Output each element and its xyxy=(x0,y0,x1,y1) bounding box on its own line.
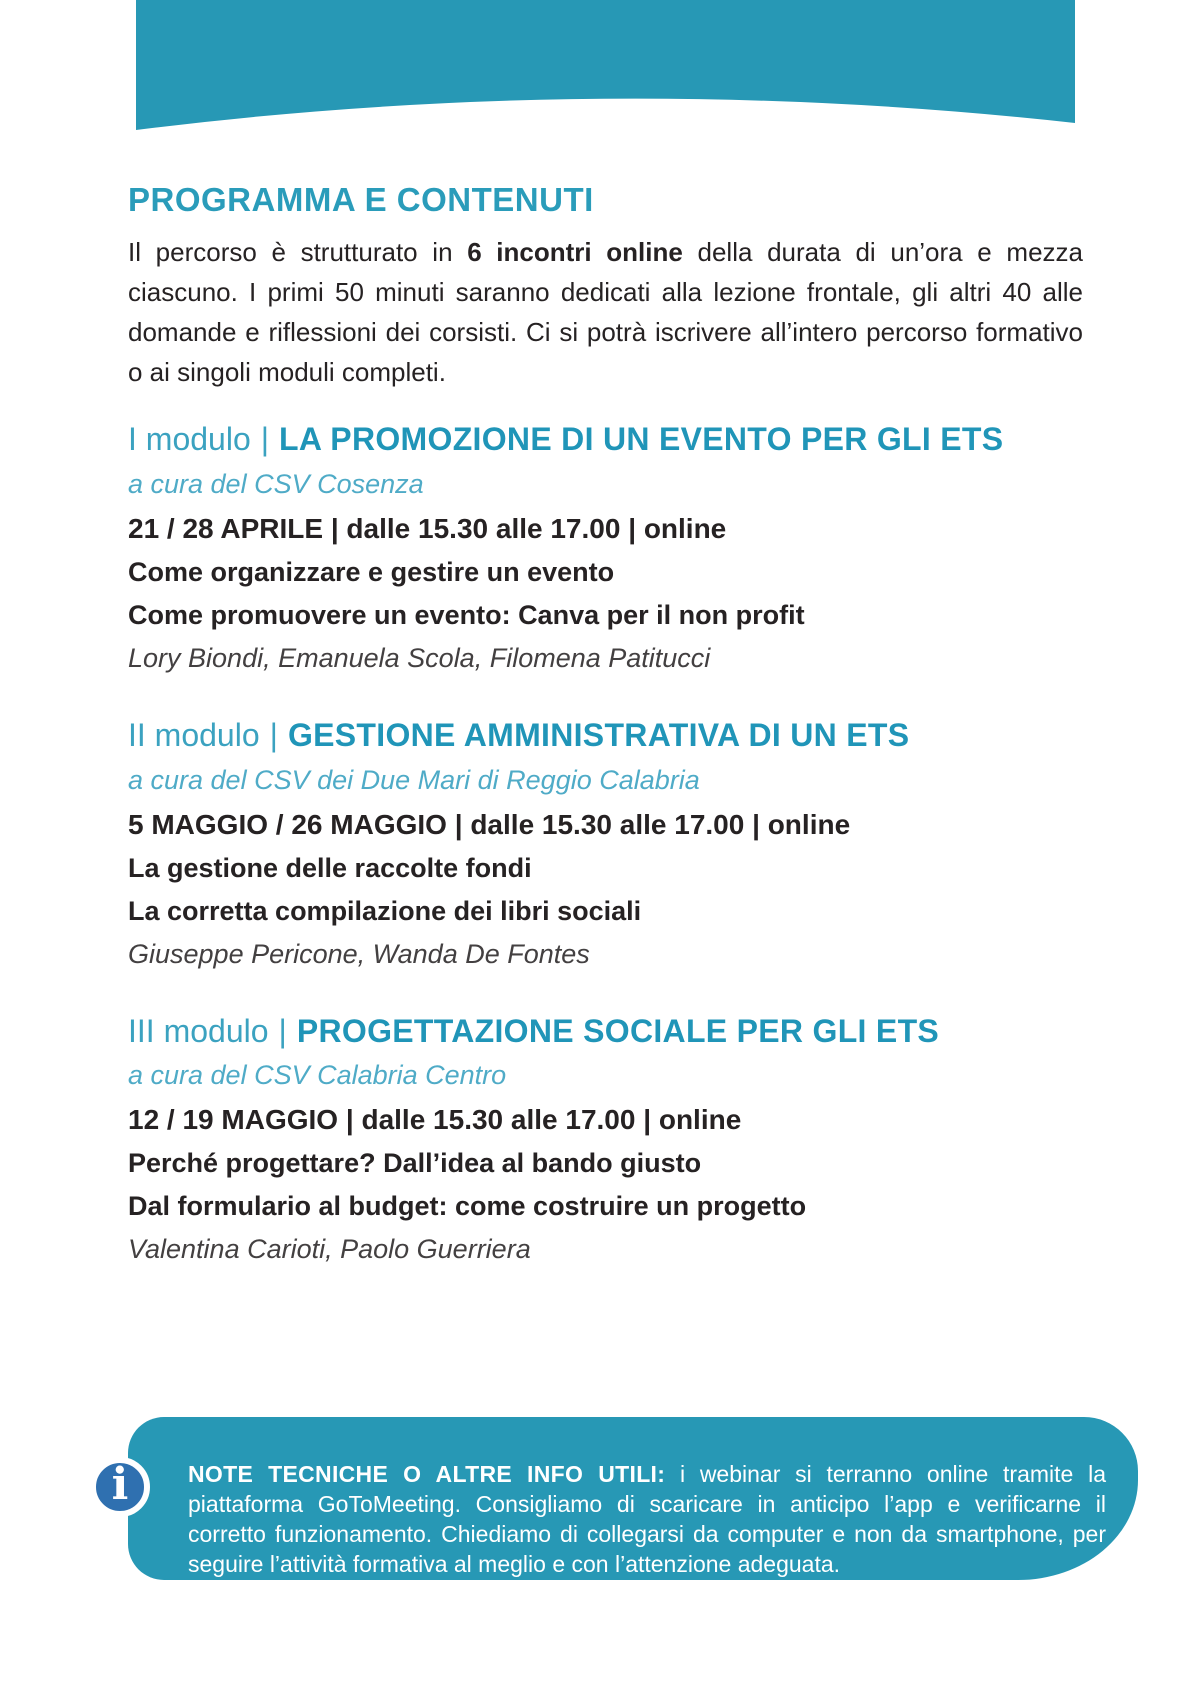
module-1-topic-2: Come promuovere un evento: Canva per il non profit xyxy=(128,599,805,630)
module-2-title-row xyxy=(128,718,1083,754)
module-3-topic-1: Perché progettare? Dall’idea al bando giusto xyxy=(128,1148,702,1179)
module-3-schedule: 12 / 19 MAGGIO | dalle 15.30 alle 17.00 | online xyxy=(128,1104,742,1136)
module-2-speakers: Giuseppe Pericone, Wanda De Fontes xyxy=(128,938,590,969)
module-1-schedule: 21 / 28 APRILE | dalle 15.30 alle 17.00 | online xyxy=(128,512,727,544)
module-3-speakers: Valentina Carioti, Paolo Guerriera xyxy=(128,1234,531,1265)
technical-notes-text xyxy=(188,1459,1106,1579)
module-2-label: II modulo xyxy=(128,716,260,753)
module-2-schedule: 5 MAGGIO / 26 MAGGIO | dalle 15.30 alle 17.00 | online xyxy=(128,808,851,840)
module-2-topic-1: La gestione delle raccolte fondi xyxy=(128,852,532,883)
info-icon xyxy=(90,1457,150,1517)
module-1-speakers: Lory Biondi, Emanuela Scola, Filomena Patitucci xyxy=(128,642,711,673)
module-1-label: I modulo xyxy=(128,421,251,457)
module-1-curator: a cura del CSV Cosenza xyxy=(128,468,424,499)
module-3-label: III modulo xyxy=(128,1012,269,1049)
module-3-separator: | xyxy=(278,1012,287,1049)
module-3-curator: a cura del CSV Calabria Centro xyxy=(128,1060,507,1091)
module-1 xyxy=(128,422,1083,674)
page-title: PROGRAMMA E CONTENUTI xyxy=(128,181,594,218)
module-1-title-row xyxy=(128,422,1083,458)
header-wave-band xyxy=(136,0,1075,133)
module-3 xyxy=(128,1014,1083,1266)
module-1-topic-1: Come organizzare e gestire un evento xyxy=(128,556,615,587)
technical-notes-body: i webinar si terranno online tramite la piattaforma GoToMeeting. Consigliamo di scaricare in anticipo l’app e verificarne il corretto funzionamento. Chiediamo di collegarsi da computer e non da smartphone, per seguire l’attività formativa al meglio e con l’attenzione adeguata. xyxy=(188,1461,1106,1577)
module-3-topic-2: Dal formulario al budget: come costruire un progetto xyxy=(128,1191,807,1222)
module-1-separator: | xyxy=(260,421,270,457)
intro-text-after: della durata di un’ora e mezza ciascuno. I primi 50 minuti saranno dedicati alla lezione frontale, gli altri 40 alle domande e riflessioni dei corsisti. Ci si potrà iscrivere all’intero percorso formativo o ai singoli moduli completi. xyxy=(128,237,1083,387)
module-2-separator: | xyxy=(269,716,278,753)
module-1-title: LA PROMOZIONE DI UN EVENTO PER GLI ETS xyxy=(279,421,1004,457)
info-icon-glyph: i xyxy=(111,1459,129,1510)
main-content xyxy=(128,181,1083,1265)
module-2-curator: a cura del CSV dei Due Mari di Reggio Calabria xyxy=(128,764,700,795)
technical-notes-box xyxy=(128,1417,1138,1580)
intro-paragraph xyxy=(128,232,1083,392)
module-2 xyxy=(128,718,1083,970)
module-3-title: PROGETTAZIONE SOCIALE PER GLI ETS xyxy=(296,1012,940,1049)
technical-notes-label: NOTE TECNICHE O ALTRE INFO UTILI: xyxy=(188,1461,666,1487)
module-3-title-row xyxy=(128,1014,1083,1050)
intro-text-before: Il percorso è strutturato in xyxy=(128,237,468,267)
module-2-title: GESTIONE AMMINISTRATIVA DI UN ETS xyxy=(287,716,910,753)
intro-text-bold: 6 incontri online xyxy=(467,237,683,267)
module-2-topic-2: La corretta compilazione dei libri sociali xyxy=(128,895,642,926)
